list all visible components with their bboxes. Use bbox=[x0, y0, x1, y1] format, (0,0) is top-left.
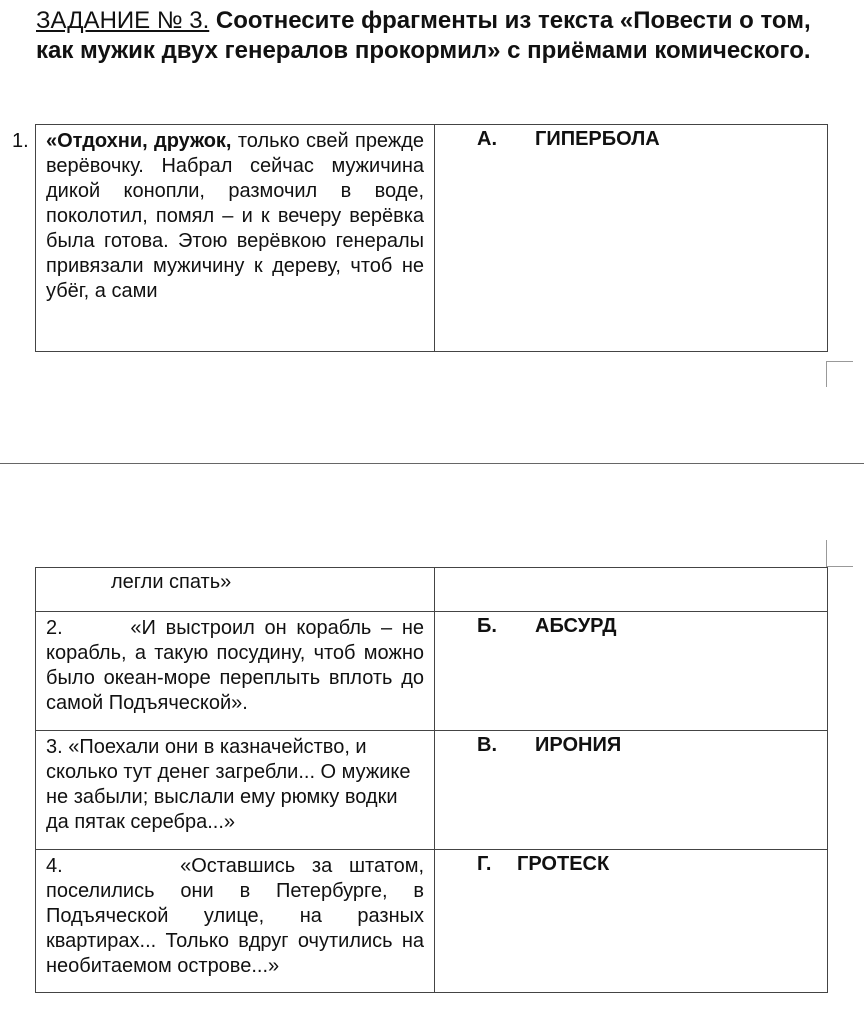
page-break-line bbox=[0, 463, 864, 464]
answer-term: ГИПЕРБОЛА bbox=[535, 128, 660, 150]
answer-g bbox=[435, 850, 827, 877]
fragment-2 bbox=[36, 612, 434, 716]
fragment-4 bbox=[36, 850, 434, 979]
task-label: ЗАДАНИЕ № 3. bbox=[36, 7, 210, 34]
task-heading bbox=[36, 6, 836, 66]
fragment-number: 1. bbox=[12, 130, 29, 152]
answer-cell-v bbox=[435, 731, 828, 850]
table-row bbox=[36, 731, 828, 850]
table-row bbox=[36, 612, 828, 731]
fragment-cell-2 bbox=[36, 612, 435, 731]
page-corner-mark bbox=[826, 361, 853, 362]
table-row bbox=[36, 125, 828, 352]
fragment-text: «И выстроил он корабль – не корабль, а такую посудину, чтоб можно было океан-море переплыть вплоть до самой Подъяческой». bbox=[46, 617, 424, 714]
fragment-continuation: легли спать» bbox=[111, 571, 232, 593]
answer-cell-b bbox=[435, 612, 828, 731]
matching-table-part-2 bbox=[35, 567, 828, 993]
table-row bbox=[36, 568, 828, 612]
fragment-text: «Оставшись за штатом, поселились они в Петербурге, в Подъяческой улице, на разных квартирах... Только вдруг очутились на необитаемом острове...» bbox=[46, 855, 424, 977]
answer-cell-a bbox=[435, 125, 828, 352]
fragment-1 bbox=[12, 125, 434, 304]
fragment-3 bbox=[36, 731, 434, 835]
fragment-number: 4. bbox=[46, 855, 63, 877]
matching-table-part-1 bbox=[12, 124, 828, 352]
fragment-number: 3. bbox=[46, 736, 63, 758]
answer-a bbox=[435, 125, 827, 152]
fragment-cell-3 bbox=[36, 731, 435, 850]
fragment-text: «Поехали они в казначейство, и сколько тут денег загребли... О мужике не забыли; выслали ему рюмку водки да пятак серебра...» bbox=[46, 736, 411, 833]
page-corner-mark bbox=[826, 361, 827, 387]
answer-letter: В. bbox=[477, 734, 497, 756]
fragment-cell-1-continued bbox=[36, 568, 435, 612]
answer-letter: Г. bbox=[477, 853, 492, 875]
fragment-cell-1 bbox=[12, 125, 435, 352]
empty-cell bbox=[435, 568, 828, 612]
answer-v bbox=[435, 731, 827, 758]
fragment-number: 2. bbox=[46, 617, 63, 639]
answer-term: ИРОНИЯ bbox=[535, 734, 622, 756]
page-corner-mark bbox=[826, 566, 853, 567]
answer-letter: Б. bbox=[477, 615, 497, 637]
answer-letter: А. bbox=[477, 128, 497, 150]
answer-b bbox=[435, 612, 827, 639]
task-text: Соотнесите фрагменты из текста «Повести о том, как мужик двух генералов прокормил» с приёмами комического. bbox=[36, 7, 811, 64]
page-corner-mark bbox=[826, 540, 827, 567]
fragment-lead: «Отдохни, дружок, bbox=[46, 130, 232, 152]
fragment-cell-4 bbox=[36, 850, 435, 993]
answer-cell-g bbox=[435, 850, 828, 993]
table-row bbox=[36, 850, 828, 993]
fragment-text: только свей прежде верёвочку. Набрал сейчас мужичина дикой конопли, размочил в воде, поколотил, помял – и к вечеру верёвка была готова. Этою верёвкою генералы привязали мужичину к дереву, чтоб не убёг, а сами bbox=[46, 130, 425, 302]
answer-term: ГРОТЕСК bbox=[517, 853, 610, 875]
answer-term: АБСУРД bbox=[535, 615, 617, 637]
